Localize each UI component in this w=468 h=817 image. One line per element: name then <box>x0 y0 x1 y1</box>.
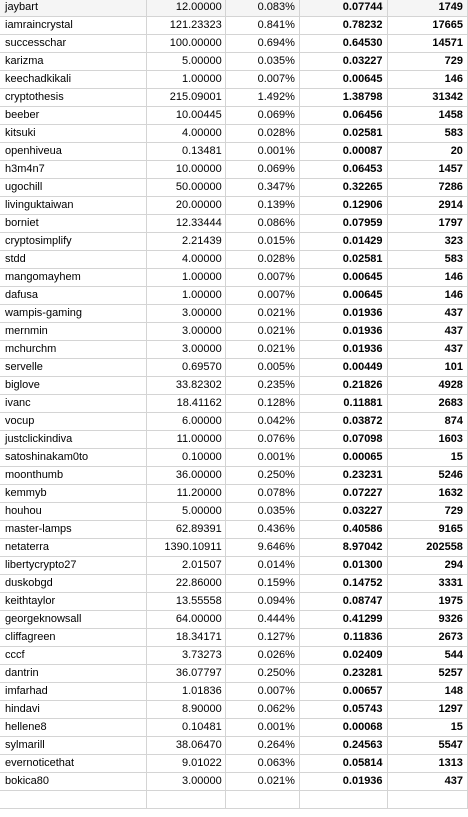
cell-value[interactable]: 0.07744 <box>299 0 387 17</box>
cell-percent[interactable]: 0.436% <box>225 521 299 539</box>
cell-empty[interactable] <box>147 791 225 809</box>
cell-amount[interactable]: 18.34171 <box>147 629 225 647</box>
cell-count[interactable]: 729 <box>387 53 467 71</box>
table-row <box>0 269 468 287</box>
cell-count[interactable]: 323 <box>387 233 467 251</box>
cell-amount[interactable]: 38.06470 <box>147 737 225 755</box>
cell-count[interactable]: 202558 <box>387 539 467 557</box>
cell-count[interactable]: 1457 <box>387 161 467 179</box>
table-row <box>0 611 468 629</box>
cell-amount[interactable]: 10.00445 <box>147 107 225 125</box>
cell-name[interactable]: moonthumb <box>0 467 147 485</box>
cell-count[interactable]: 294 <box>387 557 467 575</box>
cell-percent[interactable]: 0.083% <box>225 0 299 17</box>
cell-amount[interactable]: 20.00000 <box>147 197 225 215</box>
cell-value[interactable]: 0.03227 <box>299 53 387 71</box>
table-row <box>0 521 468 539</box>
cell-empty[interactable] <box>299 791 387 809</box>
cell-name[interactable]: netaterra <box>0 539 147 557</box>
cell-count[interactable]: 874 <box>387 413 467 431</box>
cell-value[interactable]: 0.24563 <box>299 737 387 755</box>
cell-value[interactable]: 0.00657 <box>299 683 387 701</box>
cell-amount[interactable]: 18.41162 <box>147 395 225 413</box>
cell-count[interactable]: 437 <box>387 773 467 791</box>
cell-value[interactable]: 0.23231 <box>299 467 387 485</box>
table-row <box>0 197 468 215</box>
cell-value[interactable]: 0.00449 <box>299 359 387 377</box>
cell-value[interactable]: 0.02581 <box>299 125 387 143</box>
table-row <box>0 323 468 341</box>
table-row <box>0 413 468 431</box>
cell-name[interactable]: livinguktaiwan <box>0 197 147 215</box>
cell-amount[interactable]: 3.00000 <box>147 773 225 791</box>
cell-amount[interactable]: 9.01022 <box>147 755 225 773</box>
cell-name[interactable]: master-lamps <box>0 521 147 539</box>
cell-amount[interactable]: 62.89391 <box>147 521 225 539</box>
cell-value[interactable]: 0.00645 <box>299 71 387 89</box>
cell-percent[interactable]: 0.028% <box>225 125 299 143</box>
cell-count[interactable]: 146 <box>387 269 467 287</box>
table-row <box>0 485 468 503</box>
cell-amount[interactable]: 0.10000 <box>147 449 225 467</box>
cell-name[interactable]: servelle <box>0 359 147 377</box>
table-row <box>0 701 468 719</box>
cell-value[interactable]: 0.07227 <box>299 485 387 503</box>
cell-percent[interactable]: 9.646% <box>225 539 299 557</box>
cell-value[interactable]: 8.97042 <box>299 539 387 557</box>
cell-percent[interactable]: 0.347% <box>225 179 299 197</box>
cell-name[interactable]: mchurchm <box>0 341 147 359</box>
table-row <box>0 647 468 665</box>
cell-value[interactable]: 0.01936 <box>299 305 387 323</box>
cell-value[interactable]: 0.02409 <box>299 647 387 665</box>
cell-count[interactable]: 2673 <box>387 629 467 647</box>
cell-value[interactable]: 0.01936 <box>299 341 387 359</box>
cell-value[interactable]: 0.40586 <box>299 521 387 539</box>
cell-amount[interactable]: 1390.10911 <box>147 539 225 557</box>
cell-value[interactable]: 0.02581 <box>299 251 387 269</box>
table-row <box>0 71 468 89</box>
cell-percent[interactable]: 0.063% <box>225 755 299 773</box>
table-row <box>0 305 468 323</box>
cell-percent[interactable]: 0.001% <box>225 449 299 467</box>
cell-count[interactable]: 4928 <box>387 377 467 395</box>
cell-amount[interactable]: 6.00000 <box>147 413 225 431</box>
cell-value[interactable]: 0.01429 <box>299 233 387 251</box>
cell-percent[interactable]: 0.021% <box>225 773 299 791</box>
cell-amount[interactable]: 0.10481 <box>147 719 225 737</box>
cell-count[interactable]: 2683 <box>387 395 467 413</box>
cell-value[interactable]: 0.07098 <box>299 431 387 449</box>
cell-amount[interactable]: 4.00000 <box>147 251 225 269</box>
cell-count[interactable]: 1458 <box>387 107 467 125</box>
cell-count[interactable]: 1603 <box>387 431 467 449</box>
cell-amount[interactable]: 1.01836 <box>147 683 225 701</box>
table-row <box>0 737 468 755</box>
cell-percent[interactable]: 0.007% <box>225 71 299 89</box>
cell-value[interactable]: 0.06453 <box>299 161 387 179</box>
cell-name[interactable]: libertycrypto27 <box>0 557 147 575</box>
cell-count[interactable]: 20 <box>387 143 467 161</box>
cell-value[interactable]: 0.11836 <box>299 629 387 647</box>
cell-percent[interactable]: 0.062% <box>225 701 299 719</box>
cell-count[interactable]: 14571 <box>387 35 467 53</box>
table-row <box>0 161 468 179</box>
cell-count[interactable]: 17665 <box>387 17 467 35</box>
cell-name[interactable]: biglove <box>0 377 147 395</box>
cell-value[interactable]: 0.03872 <box>299 413 387 431</box>
cell-count[interactable]: 544 <box>387 647 467 665</box>
table-row <box>0 719 468 737</box>
table-row <box>0 233 468 251</box>
cell-amount[interactable]: 3.00000 <box>147 305 225 323</box>
cell-amount[interactable]: 0.13481 <box>147 143 225 161</box>
table-row <box>0 629 468 647</box>
cell-count[interactable]: 729 <box>387 503 467 521</box>
cell-value[interactable]: 0.01936 <box>299 773 387 791</box>
cell-count[interactable]: 2914 <box>387 197 467 215</box>
cell-amount[interactable]: 2.01507 <box>147 557 225 575</box>
table-row <box>0 593 468 611</box>
cell-value[interactable]: 0.11881 <box>299 395 387 413</box>
cell-percent[interactable]: 0.007% <box>225 683 299 701</box>
cell-name[interactable]: cryptothesis <box>0 89 147 107</box>
cell-value[interactable]: 0.00068 <box>299 719 387 737</box>
cell-value[interactable]: 0.05814 <box>299 755 387 773</box>
cell-empty[interactable] <box>0 791 147 809</box>
cell-amount[interactable]: 3.73273 <box>147 647 225 665</box>
cell-value[interactable]: 0.05743 <box>299 701 387 719</box>
table-row <box>0 377 468 395</box>
cell-percent[interactable]: 0.235% <box>225 377 299 395</box>
cell-percent[interactable]: 0.694% <box>225 35 299 53</box>
cell-amount[interactable]: 11.20000 <box>147 485 225 503</box>
cell-name[interactable]: justclickindiva <box>0 431 147 449</box>
cell-count[interactable]: 1632 <box>387 485 467 503</box>
cell-value[interactable]: 0.07959 <box>299 215 387 233</box>
cell-amount[interactable]: 4.00000 <box>147 125 225 143</box>
table-row <box>0 665 468 683</box>
cell-amount[interactable]: 33.82302 <box>147 377 225 395</box>
cell-count[interactable]: 9326 <box>387 611 467 629</box>
cell-count[interactable]: 1749 <box>387 0 467 17</box>
table-row <box>0 287 468 305</box>
cell-amount[interactable]: 3.00000 <box>147 323 225 341</box>
cell-name[interactable]: sylmarill <box>0 737 147 755</box>
cell-name[interactable]: georgeknowsall <box>0 611 147 629</box>
cell-name[interactable]: evernoticethat <box>0 755 147 773</box>
cell-value[interactable]: 0.08747 <box>299 593 387 611</box>
table-row <box>0 467 468 485</box>
cell-percent[interactable]: 0.042% <box>225 413 299 431</box>
cell-percent[interactable]: 0.139% <box>225 197 299 215</box>
cell-name[interactable]: cliffagreen <box>0 629 147 647</box>
cell-percent[interactable]: 0.007% <box>225 269 299 287</box>
table-row <box>0 125 468 143</box>
cell-name[interactable]: iamraincrystal <box>0 17 147 35</box>
table-row <box>0 449 468 467</box>
table-row <box>0 557 468 575</box>
cell-amount[interactable]: 1.00000 <box>147 287 225 305</box>
empty-row <box>0 791 468 809</box>
cell-count[interactable]: 146 <box>387 287 467 305</box>
cell-percent[interactable]: 0.026% <box>225 647 299 665</box>
cell-name[interactable]: dafusa <box>0 287 147 305</box>
cell-amount[interactable]: 64.00000 <box>147 611 225 629</box>
cell-value[interactable]: 0.03227 <box>299 503 387 521</box>
cell-amount[interactable]: 3.00000 <box>147 341 225 359</box>
cell-empty[interactable] <box>225 791 299 809</box>
cell-name[interactable]: cryptosimplify <box>0 233 147 251</box>
cell-value[interactable]: 0.64530 <box>299 35 387 53</box>
cell-amount[interactable]: 22.86000 <box>147 575 225 593</box>
cell-name[interactable]: openhiveua <box>0 143 147 161</box>
cell-percent[interactable]: 0.094% <box>225 593 299 611</box>
cell-amount[interactable]: 5.00000 <box>147 53 225 71</box>
table-row <box>0 683 468 701</box>
cell-value[interactable]: 0.00645 <box>299 287 387 305</box>
table-row <box>0 215 468 233</box>
cell-percent[interactable]: 0.078% <box>225 485 299 503</box>
cell-amount[interactable]: 8.90000 <box>147 701 225 719</box>
cell-name[interactable]: successchar <box>0 35 147 53</box>
cell-amount[interactable]: 12.00000 <box>147 0 225 17</box>
cell-amount[interactable]: 50.00000 <box>147 179 225 197</box>
cell-value[interactable]: 0.01300 <box>299 557 387 575</box>
table-row <box>0 503 468 521</box>
cell-name[interactable]: dantrin <box>0 665 147 683</box>
cell-name[interactable]: mangomayhem <box>0 269 147 287</box>
cell-percent[interactable]: 0.035% <box>225 53 299 71</box>
cell-value[interactable]: 0.12906 <box>299 197 387 215</box>
table-row <box>0 143 468 161</box>
cell-name[interactable]: ivanc <box>0 395 147 413</box>
cell-count[interactable]: 15 <box>387 719 467 737</box>
cell-name[interactable]: beeber <box>0 107 147 125</box>
cell-value[interactable]: 0.00065 <box>299 449 387 467</box>
cell-count[interactable]: 7286 <box>387 179 467 197</box>
cell-count[interactable]: 437 <box>387 305 467 323</box>
cell-percent[interactable]: 0.021% <box>225 305 299 323</box>
cell-percent[interactable]: 0.028% <box>225 251 299 269</box>
cell-amount[interactable]: 11.00000 <box>147 431 225 449</box>
cell-amount[interactable]: 13.55558 <box>147 593 225 611</box>
cell-value[interactable]: 0.78232 <box>299 17 387 35</box>
cell-count[interactable]: 1797 <box>387 215 467 233</box>
cell-value[interactable]: 0.06456 <box>299 107 387 125</box>
cell-count[interactable]: 437 <box>387 341 467 359</box>
cell-count[interactable]: 1297 <box>387 701 467 719</box>
cell-count[interactable]: 583 <box>387 125 467 143</box>
table-row <box>0 89 468 107</box>
cell-count[interactable]: 1313 <box>387 755 467 773</box>
cell-name[interactable]: borniet <box>0 215 147 233</box>
cell-name[interactable]: bokica80 <box>0 773 147 791</box>
cell-name[interactable]: imfarhad <box>0 683 147 701</box>
cell-percent[interactable]: 0.021% <box>225 341 299 359</box>
cell-amount[interactable]: 5.00000 <box>147 503 225 521</box>
cell-percent[interactable]: 0.014% <box>225 557 299 575</box>
cell-amount[interactable]: 36.00000 <box>147 467 225 485</box>
cell-percent[interactable]: 0.159% <box>225 575 299 593</box>
cell-percent[interactable]: 0.127% <box>225 629 299 647</box>
cell-percent[interactable]: 0.128% <box>225 395 299 413</box>
cell-count[interactable]: 15 <box>387 449 467 467</box>
cell-percent[interactable]: 0.086% <box>225 215 299 233</box>
cell-name[interactable]: keechadkikali <box>0 71 147 89</box>
cell-count[interactable]: 5547 <box>387 737 467 755</box>
cell-name[interactable]: kitsuki <box>0 125 147 143</box>
cell-count[interactable]: 583 <box>387 251 467 269</box>
cell-amount[interactable]: 12.33444 <box>147 215 225 233</box>
table-row <box>0 575 468 593</box>
cell-amount[interactable]: 100.00000 <box>147 35 225 53</box>
table-row <box>0 359 468 377</box>
cell-name[interactable]: keithtaylor <box>0 593 147 611</box>
cell-count[interactable]: 3331 <box>387 575 467 593</box>
cell-percent[interactable]: 0.007% <box>225 287 299 305</box>
cell-percent[interactable]: 0.076% <box>225 431 299 449</box>
cell-count[interactable]: 31342 <box>387 89 467 107</box>
cell-percent[interactable]: 0.001% <box>225 143 299 161</box>
cell-name[interactable]: hellene8 <box>0 719 147 737</box>
cell-count[interactable]: 437 <box>387 323 467 341</box>
cell-name[interactable]: duskobgd <box>0 575 147 593</box>
cell-percent[interactable]: 0.069% <box>225 107 299 125</box>
cell-value[interactable]: 0.41299 <box>299 611 387 629</box>
cell-value[interactable]: 0.00087 <box>299 143 387 161</box>
cell-amount[interactable]: 10.00000 <box>147 161 225 179</box>
cell-percent[interactable]: 0.250% <box>225 467 299 485</box>
table-row <box>0 17 468 35</box>
cell-amount[interactable]: 121.23323 <box>147 17 225 35</box>
cell-percent[interactable]: 0.021% <box>225 323 299 341</box>
cell-amount[interactable]: 0.69570 <box>147 359 225 377</box>
cell-amount[interactable]: 2.21439 <box>147 233 225 251</box>
table-row <box>0 773 468 791</box>
cell-value[interactable]: 0.32265 <box>299 179 387 197</box>
cell-name[interactable]: wampis-gaming <box>0 305 147 323</box>
cell-name[interactable]: h3m4n7 <box>0 161 147 179</box>
cell-name[interactable]: hindavi <box>0 701 147 719</box>
table-row <box>0 341 468 359</box>
cell-count[interactable]: 101 <box>387 359 467 377</box>
table-row <box>0 755 468 773</box>
cell-value[interactable]: 0.21826 <box>299 377 387 395</box>
table-row <box>0 431 468 449</box>
cell-name[interactable]: houhou <box>0 503 147 521</box>
cell-percent[interactable]: 0.005% <box>225 359 299 377</box>
cell-percent[interactable]: 0.250% <box>225 665 299 683</box>
table-row <box>0 53 468 71</box>
cell-percent[interactable]: 0.264% <box>225 737 299 755</box>
cell-amount[interactable]: 1.00000 <box>147 269 225 287</box>
cell-count[interactable]: 148 <box>387 683 467 701</box>
table-row <box>0 539 468 557</box>
table-row <box>0 179 468 197</box>
table-row <box>0 251 468 269</box>
cell-amount[interactable]: 36.07797 <box>147 665 225 683</box>
cell-count[interactable]: 9165 <box>387 521 467 539</box>
cell-value[interactable]: 0.00645 <box>299 269 387 287</box>
table-row <box>0 0 468 17</box>
cell-name[interactable]: ugochill <box>0 179 147 197</box>
cell-amount[interactable]: 215.09001 <box>147 89 225 107</box>
cell-name[interactable]: stdd <box>0 251 147 269</box>
cell-name[interactable]: satoshinakam0to <box>0 449 147 467</box>
cell-percent[interactable]: 0.001% <box>225 719 299 737</box>
table-row <box>0 107 468 125</box>
cell-name[interactable]: mernmin <box>0 323 147 341</box>
cell-name[interactable]: cccf <box>0 647 147 665</box>
cell-value[interactable]: 0.23281 <box>299 665 387 683</box>
cell-name[interactable]: vocup <box>0 413 147 431</box>
cell-value[interactable]: 0.01936 <box>299 323 387 341</box>
cell-percent[interactable]: 0.035% <box>225 503 299 521</box>
cell-name[interactable]: karizma <box>0 53 147 71</box>
cell-count[interactable]: 1975 <box>387 593 467 611</box>
cell-amount[interactable]: 1.00000 <box>147 71 225 89</box>
cell-percent[interactable]: 0.841% <box>225 17 299 35</box>
cell-count[interactable]: 5246 <box>387 467 467 485</box>
cell-percent[interactable]: 1.492% <box>225 89 299 107</box>
cell-empty[interactable] <box>387 791 467 809</box>
cell-percent[interactable]: 0.015% <box>225 233 299 251</box>
cell-percent[interactable]: 0.069% <box>225 161 299 179</box>
cell-percent[interactable]: 0.444% <box>225 611 299 629</box>
cell-count[interactable]: 5257 <box>387 665 467 683</box>
table-row <box>0 395 468 413</box>
cell-count[interactable]: 146 <box>387 71 467 89</box>
table-row <box>0 35 468 53</box>
cell-name[interactable]: jaybart <box>0 0 147 17</box>
cell-name[interactable]: kemmyb <box>0 485 147 503</box>
cell-value[interactable]: 1.38798 <box>299 89 387 107</box>
cell-value[interactable]: 0.14752 <box>299 575 387 593</box>
